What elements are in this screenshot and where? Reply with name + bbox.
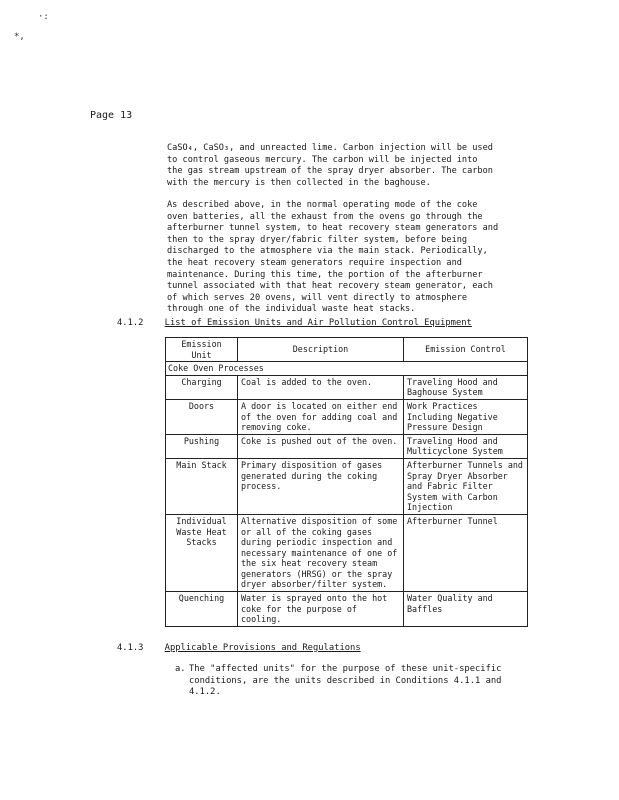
section-title: Applicable Provisions and Regulations bbox=[164, 643, 361, 653]
cell-unit: Doors bbox=[166, 399, 238, 434]
cell-unit: Charging bbox=[166, 375, 238, 399]
column-header-emission-control: Emission Control bbox=[404, 338, 528, 362]
text-line: through one of the individual waste heat stacks. bbox=[167, 304, 416, 315]
table-row bbox=[166, 592, 528, 627]
emission-units-table bbox=[165, 337, 528, 627]
cell-control: Traveling Hood and Baghouse System bbox=[404, 375, 528, 399]
column-header-description: Description bbox=[238, 338, 404, 362]
table-header-row bbox=[166, 338, 528, 362]
cell-control: Traveling Hood and Multicyclone System bbox=[404, 434, 528, 458]
text-line: tunnel associated with that heat recovery steam generator, each bbox=[167, 281, 493, 292]
table-row bbox=[166, 375, 528, 399]
text-line: The "affected units" for the purpose of these unit-specific bbox=[189, 664, 502, 674]
section-title: List of Emission Units and Air Pollution Control Equipment bbox=[164, 318, 472, 328]
section-heading-4-1-2 bbox=[117, 318, 472, 328]
paragraph-operating-mode bbox=[167, 200, 527, 316]
text-line: conditions, are the units described in Conditions 4.1.1 and bbox=[189, 675, 502, 686]
cell-control: Work Practices Including Negative Pressure Design bbox=[404, 399, 528, 434]
text-line: the heat recovery steam generators require inspection and bbox=[167, 257, 462, 268]
table-row bbox=[166, 434, 528, 458]
text-line: 4.1.2. bbox=[189, 687, 221, 698]
cell-control: Water Quality and Baffles bbox=[404, 592, 528, 627]
text-line: afterburner tunnel system, to heat recovery steam generators and bbox=[167, 223, 499, 234]
cell-unit: Individual Waste Heat Stacks bbox=[166, 514, 238, 591]
column-header-emission-unit: Emission Unit bbox=[166, 338, 238, 362]
table-row bbox=[166, 514, 528, 591]
table-subheader-row bbox=[166, 362, 528, 376]
cell-description: Water is sprayed onto the hot coke for the purpose of cooling. bbox=[238, 592, 404, 627]
text-line: of which serves 20 ovens, will vent directly to atmosphere bbox=[167, 292, 468, 303]
text-line: oven batteries, all the exhaust from the ovens go through the bbox=[167, 211, 483, 222]
section-number: 4.1.2 bbox=[117, 318, 144, 328]
list-marker: a. bbox=[175, 664, 186, 674]
cell-description: Coke is pushed out of the oven. bbox=[238, 434, 404, 458]
text-line: with the mercury is then collected in the baghouse. bbox=[167, 177, 431, 188]
cell-description: Alternative disposition of some or all of the coking gases during periodic inspection and necessary maintenance of one of the six heat recovery steam generators (HRSG) or the spray dryer absorber/filter system. bbox=[238, 514, 404, 591]
text-line: discharged to the atmosphere via the main stack. Periodically, bbox=[167, 246, 488, 257]
section-number: 4.1.3 bbox=[117, 643, 144, 653]
text-line: the gas stream upstream of the spray dryer absorber. The carbon bbox=[167, 166, 493, 177]
text-line: to control gaseous mercury. The carbon will be injected into bbox=[167, 154, 478, 165]
paragraph-carbon-injection bbox=[167, 143, 527, 189]
table-row bbox=[166, 458, 528, 514]
scan-speck: ·: bbox=[38, 12, 49, 22]
scan-speck: *, bbox=[14, 32, 25, 42]
table-row bbox=[166, 399, 528, 434]
section-heading-4-1-3 bbox=[117, 643, 361, 653]
cell-unit: Main Stack bbox=[166, 458, 238, 514]
text-line: CaSO₄, CaSO₃, and unreacted lime. Carbon injection will be used bbox=[167, 143, 493, 153]
cell-description: Primary disposition of gases generated during the coking process. bbox=[238, 458, 404, 514]
cell-control: Afterburner Tunnel bbox=[404, 514, 528, 591]
text-line: As described above, in the normal operating mode of the coke bbox=[167, 200, 478, 210]
cell-unit: Pushing bbox=[166, 434, 238, 458]
page-number: Page 13 bbox=[90, 110, 133, 121]
cell-control: Afterburner Tunnels and Spray Dryer Absorber and Fabric Filter System with Carbon Injection bbox=[404, 458, 528, 514]
cell-description: Coal is added to the oven. bbox=[238, 375, 404, 399]
text-line: maintenance. During this time, the portion of the afterburner bbox=[167, 269, 483, 280]
cell-unit: Quenching bbox=[166, 592, 238, 627]
condition-item-text bbox=[189, 664, 529, 699]
coke-oven-processes-label: Coke Oven Processes bbox=[166, 362, 528, 376]
text-line: then to the spray dryer/fabric filter system, before being bbox=[167, 234, 468, 245]
cell-description: A door is located on either end of the oven for adding coal and removing coke. bbox=[238, 399, 404, 434]
